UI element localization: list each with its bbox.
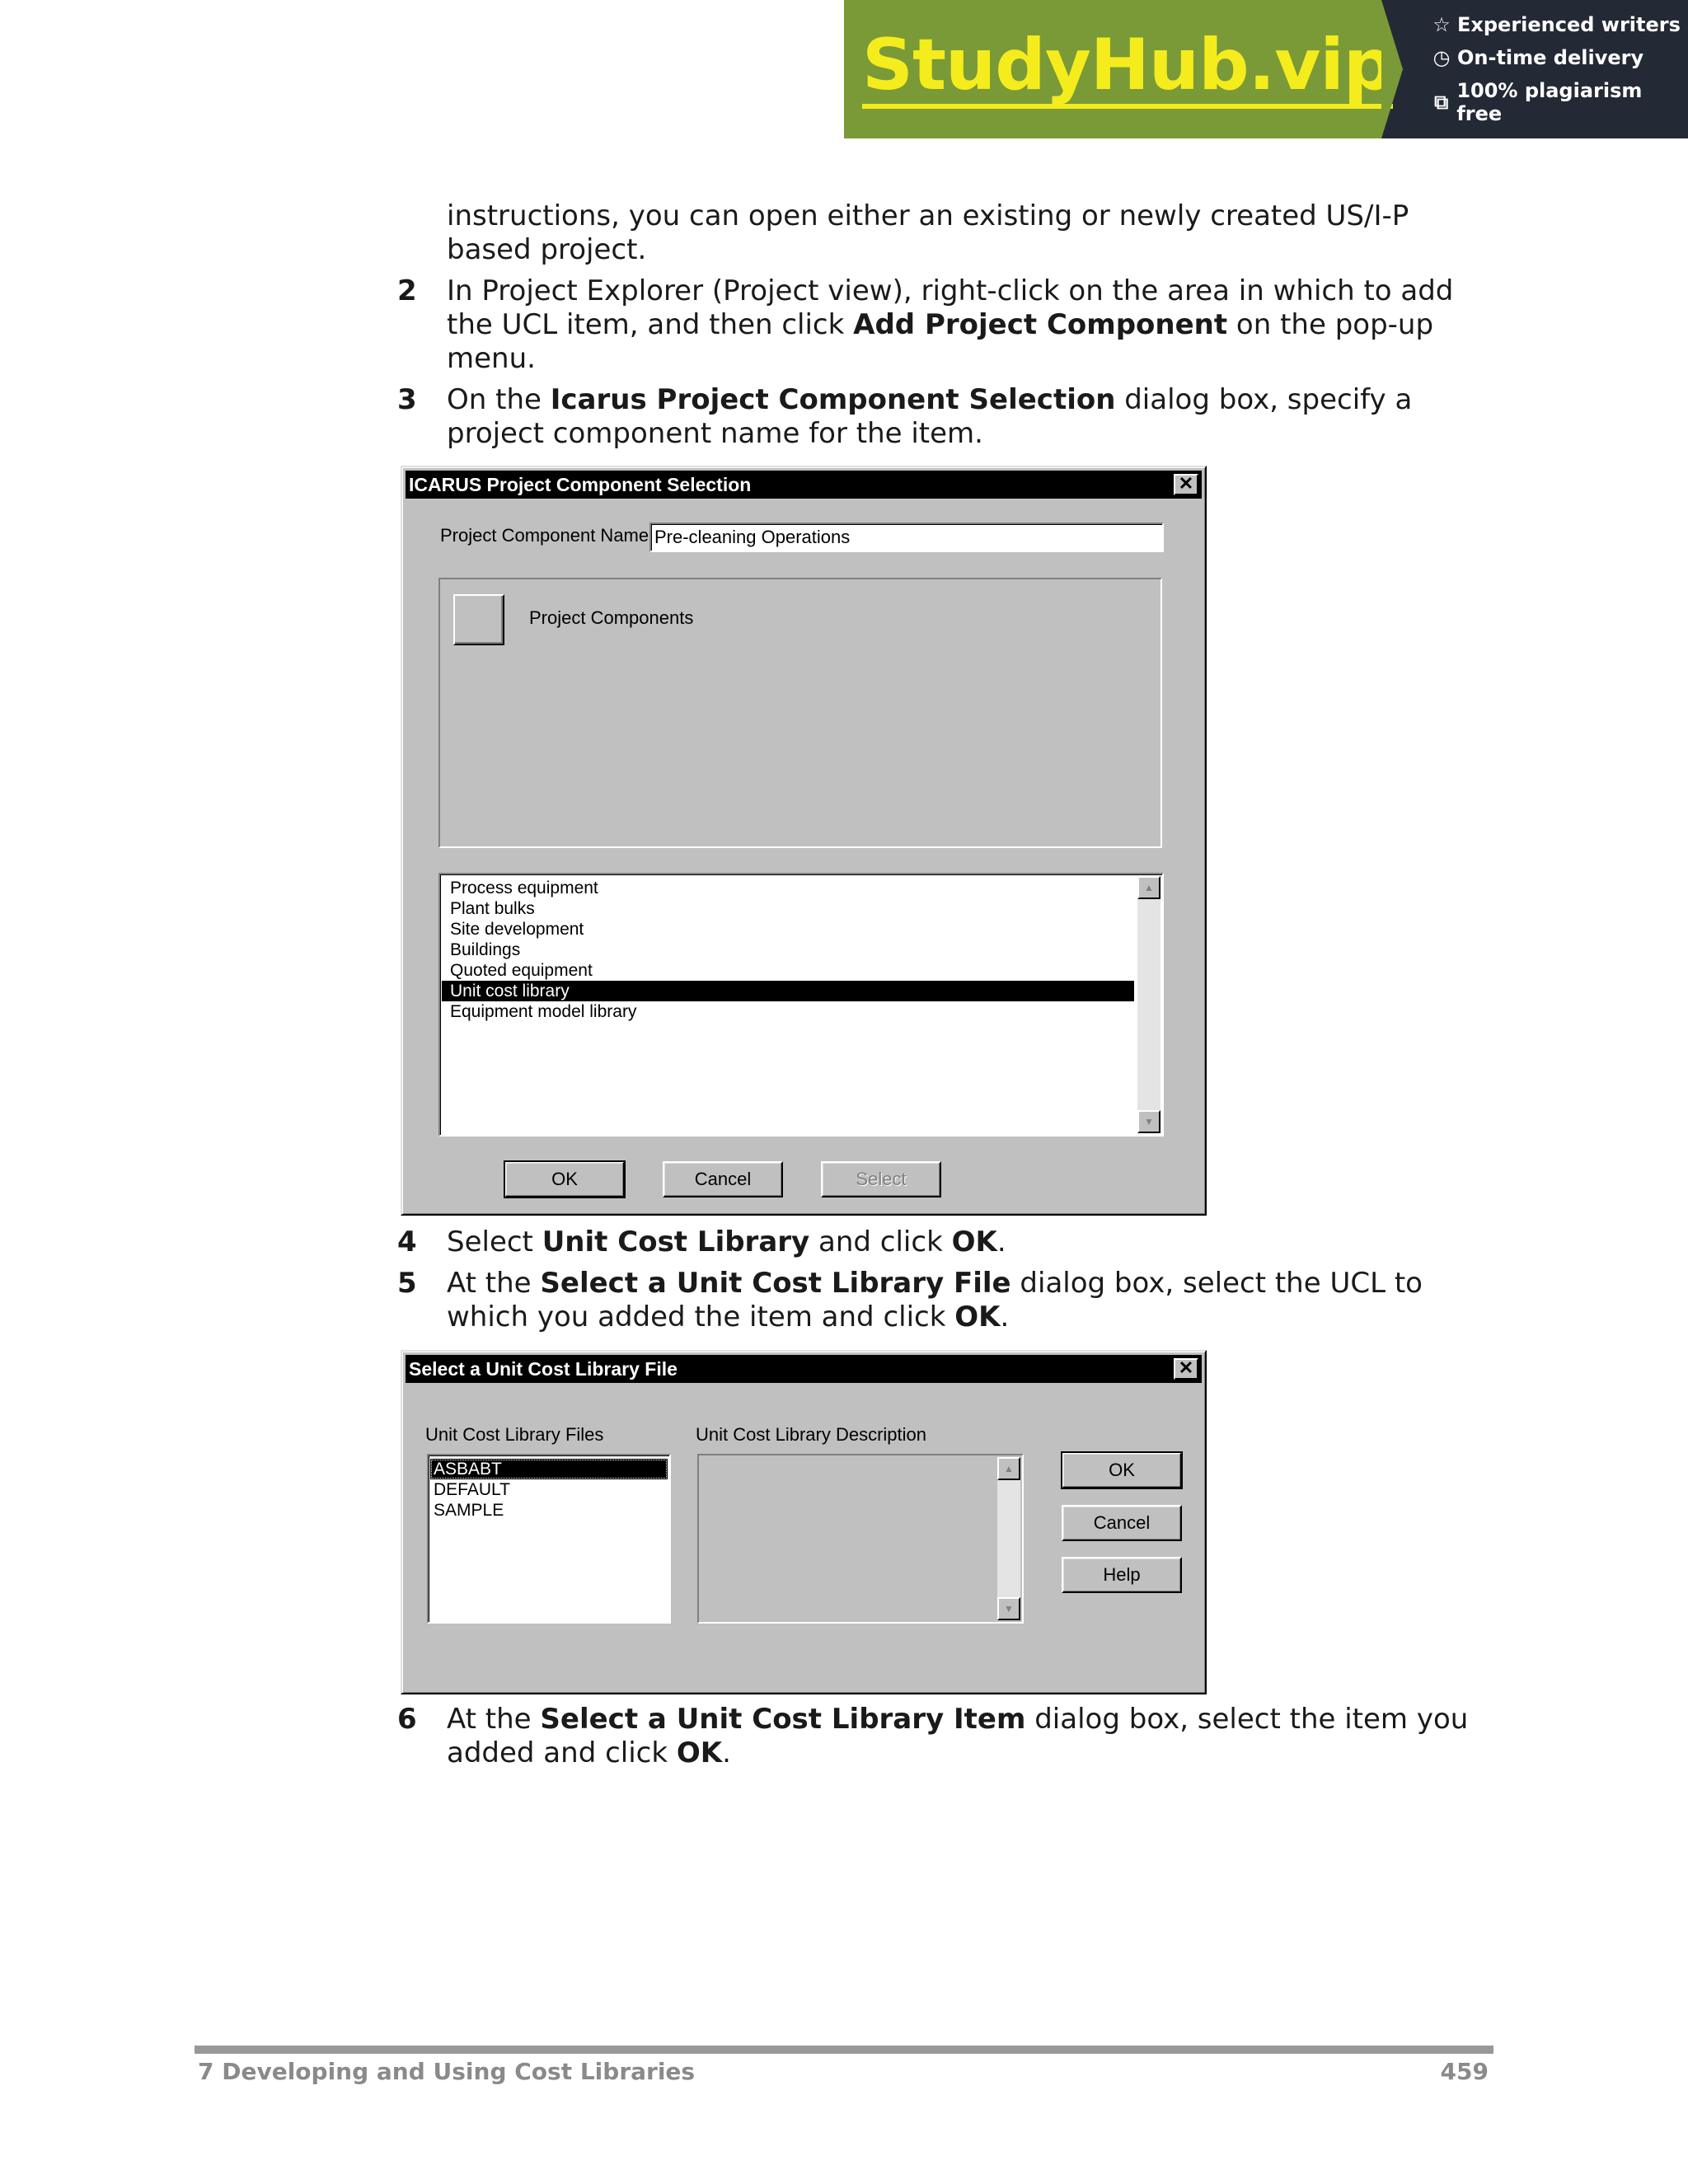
feature-item — [1431, 13, 1688, 36]
component-name-input[interactable] — [649, 523, 1164, 552]
close-icon: ✕ — [1178, 1357, 1194, 1378]
step-2 — [397, 274, 1469, 377]
step-text: At the Select a Unit Cost Library Item dialog box, select the item you added and click OK. — [447, 1703, 1469, 1769]
step-number: 6 — [397, 1703, 417, 1736]
list-item[interactable]: DEFAULT — [434, 1480, 510, 1499]
dialog-title: Select a Unit Cost Library File — [409, 1357, 678, 1380]
step-text: In Project Explorer (Project view), right-click on the area in which to add the UCL item, and then click Add Project Component on the pop-up menu. — [447, 274, 1454, 375]
copy-icon: ⧉ — [1434, 91, 1449, 114]
project-component-selection-dialog — [401, 466, 1207, 1216]
feature-label: On-time delivery — [1457, 46, 1644, 69]
close-button[interactable] — [1174, 1358, 1198, 1380]
component-icon-button[interactable] — [453, 594, 504, 645]
step-3 — [397, 383, 1469, 452]
list-item-selected[interactable]: Unit cost library — [442, 981, 1134, 1001]
cancel-label: Cancel — [1093, 1512, 1151, 1533]
footer-chapter: 7 Developing and Using Cost Libraries — [198, 2058, 696, 2085]
intro-line-2: based project. — [447, 233, 647, 266]
vertical-scrollbar[interactable] — [997, 1457, 1020, 1620]
ucl-files-list[interactable] — [427, 1454, 671, 1624]
step-6 — [397, 1703, 1469, 1772]
feature-item — [1431, 46, 1688, 69]
step-number: 4 — [397, 1226, 417, 1258]
step-text: At the Select a Unit Cost Library File dialog box, select the UCL to which you added the item and click OK. — [447, 1267, 1423, 1333]
project-components-label: Project Components — [529, 607, 694, 628]
banner-features — [1381, 0, 1688, 138]
select-button[interactable] — [821, 1161, 941, 1197]
scroll-down-button[interactable] — [997, 1597, 1020, 1620]
step-4 — [397, 1226, 1469, 1260]
ok-label: OK — [1109, 1460, 1135, 1480]
ucl-description-box[interactable] — [697, 1454, 1024, 1624]
step-number: 5 — [397, 1267, 417, 1300]
ok-button[interactable] — [504, 1161, 625, 1197]
close-icon: ✕ — [1178, 473, 1194, 494]
arrow-down-icon: ▼ — [1144, 1116, 1154, 1127]
help-label: Help — [1103, 1564, 1141, 1585]
select-label: Select — [856, 1169, 907, 1189]
arrow-up-icon: ▲ — [1144, 882, 1154, 893]
step-number: 3 — [397, 383, 417, 416]
step-5 — [397, 1267, 1469, 1336]
help-button[interactable] — [1062, 1557, 1182, 1593]
feature-item — [1431, 79, 1688, 125]
cancel-label: Cancel — [694, 1169, 752, 1189]
step-text: On the Icarus Project Component Selection dialog box, specify a project component name for the item. — [447, 383, 1413, 450]
arrow-down-icon: ▼ — [1004, 1603, 1014, 1615]
project-components-group — [438, 578, 1162, 848]
page-number: 459 — [1440, 2058, 1489, 2085]
scroll-up-button[interactable] — [997, 1457, 1020, 1480]
list-item-selected[interactable]: ASBABT — [430, 1459, 668, 1479]
description-label: Unit Cost Library Description — [696, 1424, 926, 1445]
dialog-title: ICARUS Project Component Selection — [409, 473, 752, 495]
step-number: 2 — [397, 274, 417, 307]
dialog-titlebar — [406, 471, 1202, 499]
list-item[interactable]: SAMPLE — [434, 1501, 504, 1520]
star-icon: ☆ — [1432, 13, 1451, 36]
scroll-up-button[interactable] — [1137, 876, 1160, 899]
list-item[interactable]: Equipment model library — [450, 1002, 637, 1021]
clock-icon: ◷ — [1432, 46, 1451, 69]
logo: StudyHub.vip — [862, 30, 1393, 109]
scroll-down-button[interactable] — [1137, 1110, 1160, 1133]
banner-logo-area — [844, 0, 1394, 138]
feature-label: Experienced writers — [1457, 13, 1681, 36]
select-ucl-file-dialog — [401, 1350, 1207, 1694]
feature-label: 100% plagiarism free — [1456, 79, 1643, 125]
footer-divider — [195, 2046, 1493, 2054]
arrow-up-icon: ▲ — [1004, 1463, 1014, 1474]
cancel-button[interactable] — [1062, 1505, 1182, 1541]
files-label: Unit Cost Library Files — [425, 1424, 604, 1445]
component-name-value: Pre-cleaning Operations — [654, 527, 851, 547]
close-button[interactable] — [1174, 474, 1198, 495]
list-item[interactable]: Plant bulks — [450, 899, 535, 918]
intro-line-1: instructions, you can open either an existing or newly created US/I-P — [447, 199, 1409, 232]
step-text: Select Unit Cost Library and click OK. — [447, 1226, 1006, 1258]
ad-banner[interactable] — [844, 0, 1688, 138]
component-type-list[interactable] — [438, 873, 1164, 1137]
dialog-titlebar — [406, 1355, 1202, 1383]
list-item[interactable]: Buildings — [450, 940, 521, 959]
component-name-label: Project Component Name — [440, 525, 649, 546]
list-item[interactable]: Quoted equipment — [450, 961, 593, 980]
list-item[interactable]: Site development — [450, 920, 584, 939]
ok-button[interactable] — [1062, 1452, 1182, 1488]
cancel-button[interactable] — [663, 1161, 783, 1197]
vertical-scrollbar[interactable] — [1137, 876, 1160, 1133]
ok-label: OK — [551, 1169, 578, 1189]
list-item[interactable]: Process equipment — [450, 879, 598, 898]
